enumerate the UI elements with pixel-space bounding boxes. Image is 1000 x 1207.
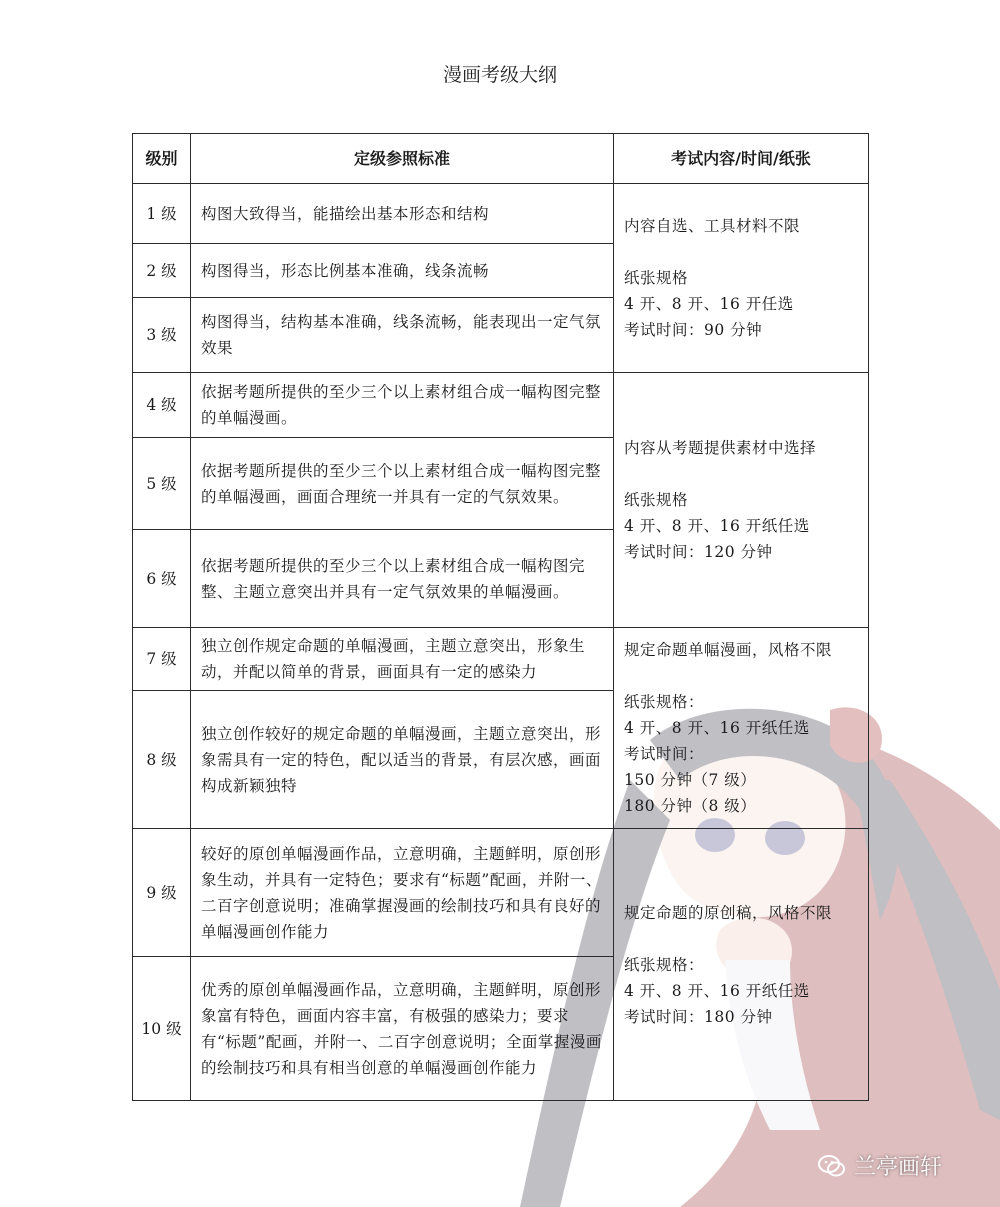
exam-paper: 4 开、8 开、16 开纸任选 — [624, 719, 810, 737]
level-cell: 4 级 — [133, 373, 191, 438]
standard-cell: 依据考题所提供的至少三个以上素材组合成一幅构图完整的单幅漫画。 — [191, 373, 614, 438]
standard-cell: 较好的原创单幅漫画作品，立意明确，主题鲜明，原创形象生动，并具有一定特色；要求有“标题”配画，并附一、二百字创意说明；准确掌握漫画的绘制技巧和具有良好的单幅漫画创作能力 — [191, 829, 614, 957]
standard-cell: 优秀的原创单幅漫画作品，立意明确，主题鲜明，原创形象富有特色，画面内容丰富，有极强的感染力；要求有“标题”配画，并附一、二百字创意说明；全面掌握漫画的绘制技巧和具有相当创意的单幅漫画创作能力 — [191, 957, 614, 1101]
exam-paper-label: 纸张规格 — [624, 491, 689, 509]
exam-paper: 4 开、8 开、16 开纸任选 — [624, 517, 810, 535]
wechat-icon — [818, 1154, 846, 1178]
table-row — [133, 628, 869, 691]
watermark-text: 兰亭画轩 — [854, 1155, 943, 1180]
level-cell: 10 级 — [133, 957, 191, 1101]
exam-cell-group-1 — [614, 184, 869, 373]
exam-content: 规定命题单幅漫画，风格不限 — [624, 641, 833, 659]
header-standard: 定级参照标准 — [191, 134, 614, 184]
standard-cell: 依据考题所提供的至少三个以上素材组合成一幅构图完整、主题立意突出并具有一定气氛效果的单幅漫画。 — [191, 530, 614, 628]
standard-cell: 构图得当，结构基本准确，线条流畅，能表现出一定气氛效果 — [191, 298, 614, 373]
level-cell: 5 级 — [133, 438, 191, 530]
standard-cell: 独立创作较好的规定命题的单幅漫画，主题立意突出，形象需具有一定的特色，配以适当的背景，有层次感，画面构成新颖独特 — [191, 691, 614, 829]
header-exam: 考试内容/时间/纸张 — [614, 134, 869, 184]
standard-cell: 独立创作规定命题的单幅漫画，主题立意突出，形象生动，并配以简单的背景，画面具有一定的感染力 — [191, 628, 614, 691]
exam-paper-label: 纸张规格： — [624, 955, 705, 974]
document-title: 漫画考级大纲 — [442, 64, 557, 86]
header-level: 级别 — [133, 134, 191, 184]
exam-time-level-8: 180 分钟（8 级） — [624, 797, 757, 815]
watermark — [818, 1150, 942, 1181]
exam-time: 考试时间：120 分钟 — [624, 543, 773, 561]
table-row — [133, 373, 869, 438]
standard-cell: 构图大致得当，能描绘出基本形态和结构 — [191, 184, 614, 244]
exam-time: 考试时间：90 分钟 — [624, 321, 763, 339]
standard-cell: 构图得当，形态比例基本准确，线条流畅 — [191, 244, 614, 298]
level-cell: 3 级 — [133, 298, 191, 373]
exam-content: 内容自选、工具材料不限 — [624, 217, 801, 235]
exam-content: 内容从考题提供素材中选择 — [624, 439, 817, 457]
exam-paper-label: 纸张规格： — [624, 693, 705, 711]
exam-cell-group-2 — [614, 373, 869, 628]
table-header-row — [133, 134, 869, 184]
exam-content: 规定命题的原创稿，风格不限 — [624, 903, 833, 922]
exam-time: 考试时间： — [624, 745, 705, 763]
exam-time: 考试时间：180 分钟 — [624, 1007, 773, 1026]
exam-paper-label: 纸张规格 — [624, 269, 689, 287]
exam-paper: 4 开、8 开、16 开任选 — [624, 295, 794, 313]
exam-paper: 4 开、8 开、16 开纸任选 — [624, 981, 810, 1000]
level-cell: 1 级 — [133, 184, 191, 244]
level-cell: 8 级 — [133, 691, 191, 829]
level-cell: 6 级 — [133, 530, 191, 628]
exam-outline-table — [132, 133, 869, 1101]
level-cell: 7 级 — [133, 628, 191, 691]
standard-cell: 依据考题所提供的至少三个以上素材组合成一幅构图完整的单幅漫画，画面合理统一并具有一定的气氛效果。 — [191, 438, 614, 530]
exam-time-level-7: 150 分钟（7 级） — [624, 771, 757, 789]
level-cell: 2 级 — [133, 244, 191, 298]
exam-cell-group-4 — [614, 829, 869, 1101]
table-row — [133, 184, 869, 244]
table-row — [133, 829, 869, 957]
exam-cell-group-3 — [614, 628, 869, 829]
level-cell: 9 级 — [133, 829, 191, 957]
